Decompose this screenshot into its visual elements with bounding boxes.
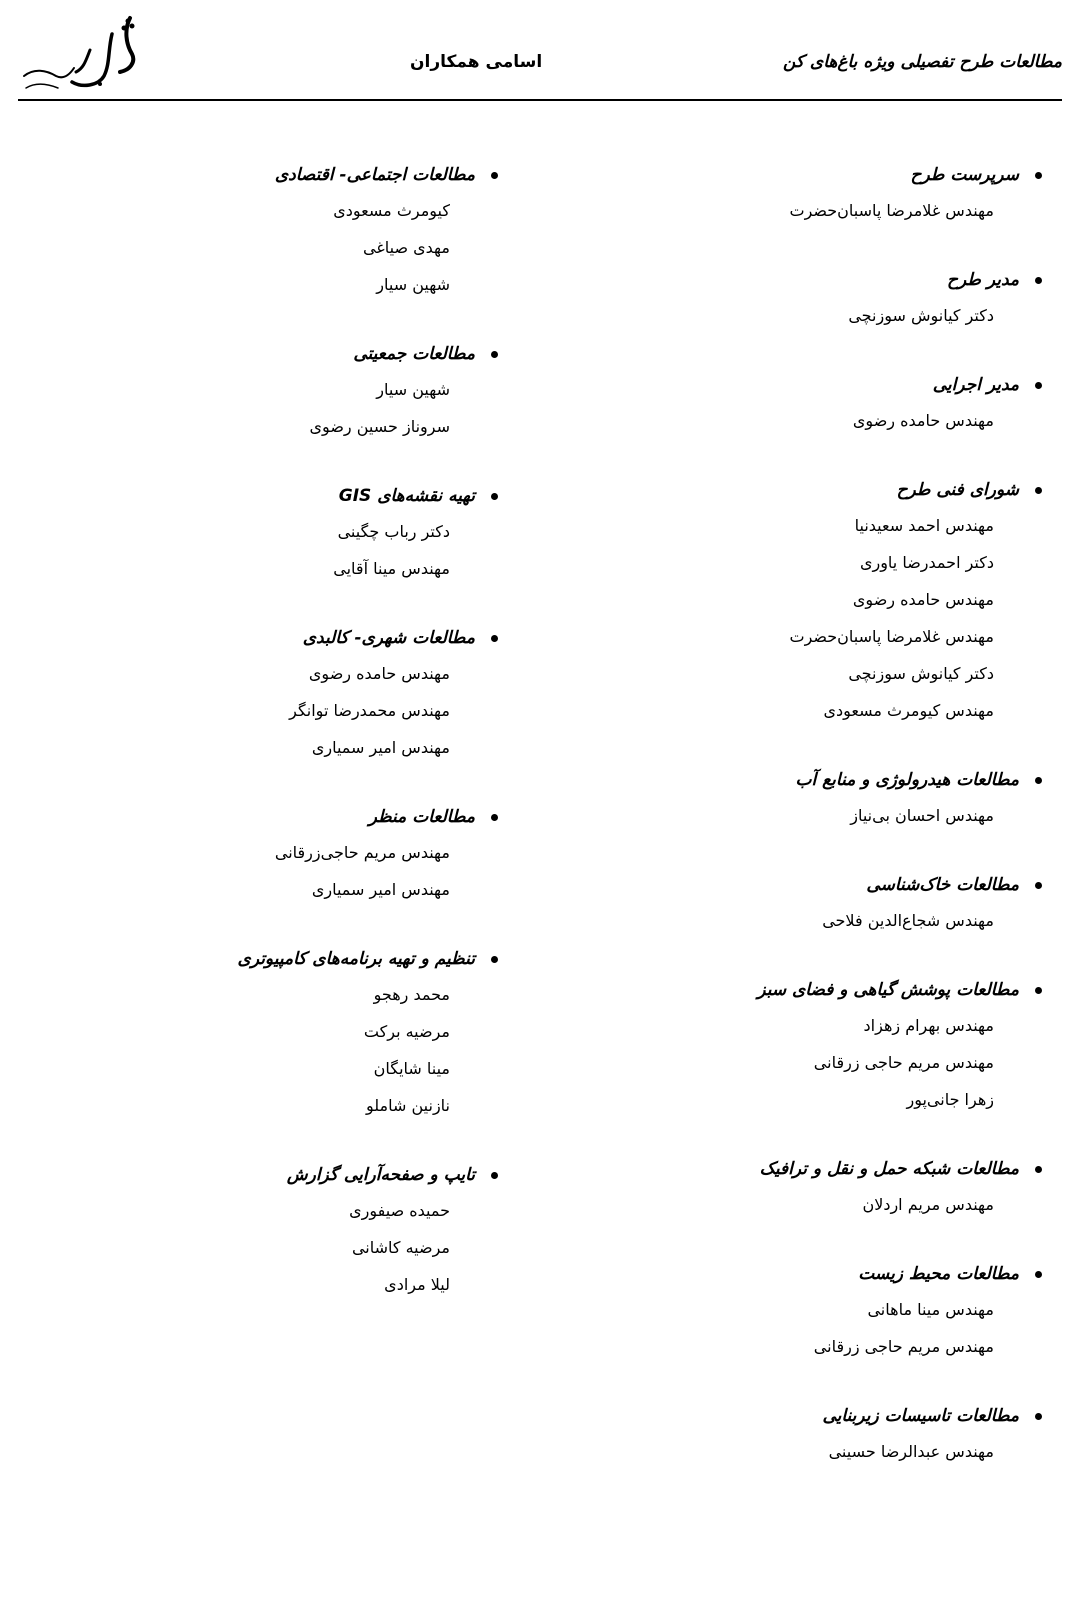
bullet-icon — [1035, 882, 1042, 889]
section-title: شورای فنی طرح — [896, 480, 1019, 500]
section-heading — [78, 337, 498, 371]
member-name: مهندس حامده رضوی — [308, 664, 450, 683]
section-heading — [622, 763, 1042, 797]
member-name: مهندس شجاع‌الدین فلاحی — [822, 911, 994, 930]
bullet-icon — [1035, 777, 1042, 784]
member-name: مهندس مینا آقایی — [333, 559, 450, 578]
member-name: مهندس غلامرضا پاسبان‌حضرت — [789, 201, 994, 220]
section-heading — [622, 1152, 1042, 1186]
member-name: مهدی صیاغی — [363, 238, 450, 257]
member-name: مهندس مریم حاجی زرقانی — [813, 1337, 994, 1356]
bullet-icon — [1035, 382, 1042, 389]
section-title: تهیه نقشه‌های GIS — [338, 486, 475, 506]
section-heading — [622, 868, 1042, 902]
section-title: مطالعات تاسیسات زیربنایی — [822, 1406, 1019, 1426]
team-section — [78, 479, 498, 587]
bullet-icon — [491, 956, 498, 963]
member-name: شهین سیار — [376, 380, 450, 399]
team-section — [78, 337, 498, 445]
section-heading — [622, 158, 1042, 192]
section-title: مطالعات خاک‌شناسی — [866, 875, 1019, 895]
bullet-icon — [1035, 277, 1042, 284]
section-heading — [622, 368, 1042, 402]
bullet-icon — [1035, 987, 1042, 994]
team-section — [622, 1257, 1042, 1365]
bullet-icon — [491, 814, 498, 821]
bullet-icon — [491, 635, 498, 642]
member-name: نازنین شاملو — [365, 1096, 450, 1115]
member-name: زهرا جانی‌پور — [906, 1090, 994, 1109]
section-title: سرپرست طرح — [910, 165, 1019, 185]
member-name: لیلا مرادی — [384, 1275, 450, 1294]
bullet-icon — [491, 172, 498, 179]
team-section — [622, 868, 1042, 939]
bullet-icon — [1035, 487, 1042, 494]
team-section — [622, 263, 1042, 334]
member-name: دکتر کیانوش سوزنچی — [848, 664, 994, 683]
bullet-icon — [491, 1172, 498, 1179]
member-name: مهندس عبدالرضا حسینی — [828, 1442, 994, 1461]
section-title: مطالعات جمعیتی — [353, 344, 475, 364]
section-heading — [622, 1257, 1042, 1291]
member-name: مرضیه کاشانی — [351, 1238, 450, 1257]
section-heading — [622, 473, 1042, 507]
team-section — [622, 763, 1042, 834]
member-name: مهندس محمدرضا توانگر — [289, 701, 450, 720]
member-name: مهندس مریم اردلان — [862, 1195, 994, 1214]
member-name: مهندس امیر سمیاری — [311, 880, 450, 899]
section-title: مدیر طرح — [947, 270, 1019, 290]
section-title: مطالعات پوشش گیاهی و فضای سبز — [757, 980, 1019, 1000]
bullet-icon — [491, 493, 498, 500]
team-section — [622, 1399, 1042, 1470]
member-name: مهندس بهرام زهزاد — [863, 1016, 994, 1035]
member-name: دکتر رباب چگینی — [337, 522, 450, 541]
section-title: مطالعات هیدرولوژی و منابع آب — [795, 770, 1019, 790]
section-heading — [78, 479, 498, 513]
header-divider — [18, 99, 1062, 101]
team-section — [622, 973, 1042, 1118]
bullet-icon — [1035, 1413, 1042, 1420]
section-title: مطالعات شهری- کالبدی — [302, 628, 475, 648]
member-name: محمد رهجو — [373, 985, 450, 1004]
document-title: مطالعات طرح تفصیلی ویژه باغ‌های کن — [782, 52, 1062, 72]
team-section — [78, 158, 498, 303]
bagh-shahr-logo-icon — [12, 10, 152, 100]
team-section — [622, 158, 1042, 229]
section-title: مطالعات شبکه حمل و نقل و ترافیک — [759, 1159, 1019, 1179]
member-name: مینا شایگان — [373, 1059, 450, 1078]
bullet-icon — [1035, 1166, 1042, 1173]
member-name: سروناز حسین رضوی — [309, 417, 450, 436]
member-name: حمیده صیفوری — [349, 1201, 450, 1220]
member-name: کیومرث مسعودی — [333, 201, 450, 220]
team-section — [622, 1152, 1042, 1223]
member-name: مهندس امیر سمیاری — [311, 738, 450, 757]
section-title: تایپ و صفحه‌آرایی گزارش — [286, 1165, 475, 1185]
bullet-icon — [491, 351, 498, 358]
section-title: مدیر اجرایی — [932, 375, 1019, 395]
section-heading — [78, 621, 498, 655]
bullet-icon — [1035, 172, 1042, 179]
section-title: مطالعات اجتماعی- اقتصادی — [274, 165, 475, 185]
member-name: مهندس مینا ماهانی — [867, 1300, 994, 1319]
team-section — [78, 800, 498, 908]
section-heading — [622, 973, 1042, 1007]
section-heading — [78, 158, 498, 192]
member-name: مرضیه برکت — [363, 1022, 450, 1041]
member-name: دکتر کیانوش سوزنچی — [848, 306, 994, 325]
bullet-icon — [1035, 1271, 1042, 1278]
member-name: دکتر احمدرضا یاوری — [859, 553, 994, 572]
member-name: مهندس احمد سعیدنیا — [854, 516, 994, 535]
right-column — [622, 158, 1042, 1504]
section-title: مطالعات محیط زیست — [858, 1264, 1019, 1284]
team-section — [622, 368, 1042, 439]
member-name: مهندس غلامرضا پاسبان‌حضرت — [789, 627, 994, 646]
member-name: مهندس مریم حاجی‌زرقانی — [274, 843, 450, 862]
team-section — [78, 621, 498, 766]
member-name: مهندس مریم حاجی زرقانی — [813, 1053, 994, 1072]
member-name: مهندس حامده رضوی — [852, 590, 994, 609]
section-title: تنظیم و تهیه برنامه‌های کامپیوتری — [237, 949, 475, 969]
section-heading — [622, 1399, 1042, 1433]
section-heading — [78, 1158, 498, 1192]
team-section — [622, 473, 1042, 729]
section-heading — [78, 942, 498, 976]
member-name: مهندس حامده رضوی — [852, 411, 994, 430]
team-section — [78, 942, 498, 1124]
section-heading — [622, 263, 1042, 297]
member-name: مهندس احسان بی‌نیاز — [850, 806, 994, 825]
section-heading — [78, 800, 498, 834]
page-subtitle: اسامی همکاران — [410, 52, 543, 72]
team-section — [78, 1158, 498, 1303]
member-name: مهندس کیومرث مسعودی — [823, 701, 994, 720]
left-column — [78, 158, 498, 1337]
section-title: مطالعات منظر — [368, 807, 475, 827]
member-name: شهین سیار — [376, 275, 450, 294]
